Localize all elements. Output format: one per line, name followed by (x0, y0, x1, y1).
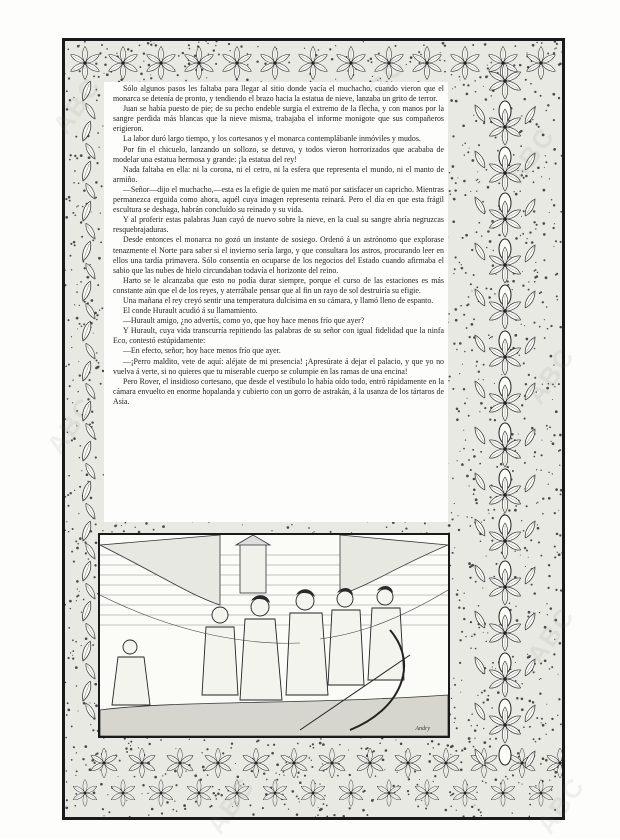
article-text-block (104, 82, 448, 522)
article-column (113, 84, 444, 407)
article-paragraph: —¡Perro maldito, vete de aquí: aléjate de mi presencia! ¡Apresúrate á dejar el palacio, y que yo no vuelva á verte, si no quieres que tu miserable cuerpo se columpie en las ramas de una encina! (113, 356, 444, 376)
article-paragraph: La labor duró largo tiempo, y los cortesanos y el monarca contemplábanle inmóviles y mudos. (123, 134, 421, 144)
article-paragraph: Y Hurault, cuya vida transcurría repitiendo las palabras de su señor con igual fidelidad que la ninfa Eco, contestó estúpidamente: (113, 326, 444, 346)
article-paragraph: Una mañana el rey creyó sentir una temperatura dulcísima en su cámara, y llamó lleno de espanto. (123, 295, 434, 305)
article-paragraph: Pero Rover, el insidioso cortesano, que desde el vestíbulo lo había oído todo, entró rápidamente en la cámara envuelto en enorme hopalanda y cubierto con un gorro de astrakán, á la usanza de los tártaros de Asia. (113, 376, 444, 406)
article-paragraph: Y al proferir estas palabras Juan cayó de nuevo sobre la nieve, en la cual su sangre abría negruzcas resquebrajaduras. (113, 215, 444, 235)
article-paragraph: —Señor—dijo el muchacho,—esta es la efigie de quien me mató por satisfacer un capricho. Mientras permanezca erguida como ahora, aquél cuya imagen representa reinará. Pero el día en que esta frágil escultura se deshaga, habrán concluído su reinado y su vida. (113, 184, 444, 215)
article-paragraph: —Hurault amigo, ¿no advertís, como yo, que hoy hace menos frío que ayer? (123, 316, 365, 326)
article-paragraph: Nada faltaba en ella: ni la corona, ni el cetro, ni la esfera que representa el mundo, ni el manto de armiño. (113, 164, 444, 184)
article-paragraph: El conde Hurault acudió á su llamamiento. (123, 306, 258, 316)
article-paragraph: Harto se le alcanzaba que esto no podía durar siempre, porque el curso de las estaciones es más constante aún que el de los reyes, y aterrábale pensar que al fin un rayo de sol destruiría su efigie. (113, 275, 444, 295)
article-paragraph: Desde entonces el monarca no gozó un instante de sosiego. Ordenó á un astrónomo que explorase tenazmente el Norte para saber si el invierno sería largo, y que consultara los astros, procurando leer en ellos una tardía primavera. Sólo consentía en ocuparse de los negocios del Estado cuando afirmaba el sabio que las nubes de hielo circundaban todavía el horizonte del reino. (113, 235, 444, 275)
article-paragraph: Por fin el chicuelo, lanzando un sollozo, se detuvo, y todos vieron horrorizados que acababa de modelar una estatua hermosa y grande: ¡la estatua del rey! (113, 144, 444, 164)
article-paragraph: Sólo algunos pasos les faltaba para llegar al sitio donde yacía el muchacho, cuando vieron que el monarca se detenía de pronto, y tendiendo el brazo hacia la estatua de nieve, lanzaba un grito de terror. (113, 84, 444, 104)
article-paragraph: Juan se había puesto de pie; de su pecho endeble surgía el extremo de la flecha, y con manos por la sangre perdida más blancas que la nieve misma, trabajaba el informe monigote que sus compañeros erigieron. (113, 104, 444, 134)
engraving-illustration (98, 533, 450, 738)
court-scene-engraving (100, 535, 448, 736)
illustrator-signature: Andry (415, 726, 430, 732)
article-paragraph: —En efecto, señor; hoy hace menos frío que ayer. (123, 346, 281, 356)
